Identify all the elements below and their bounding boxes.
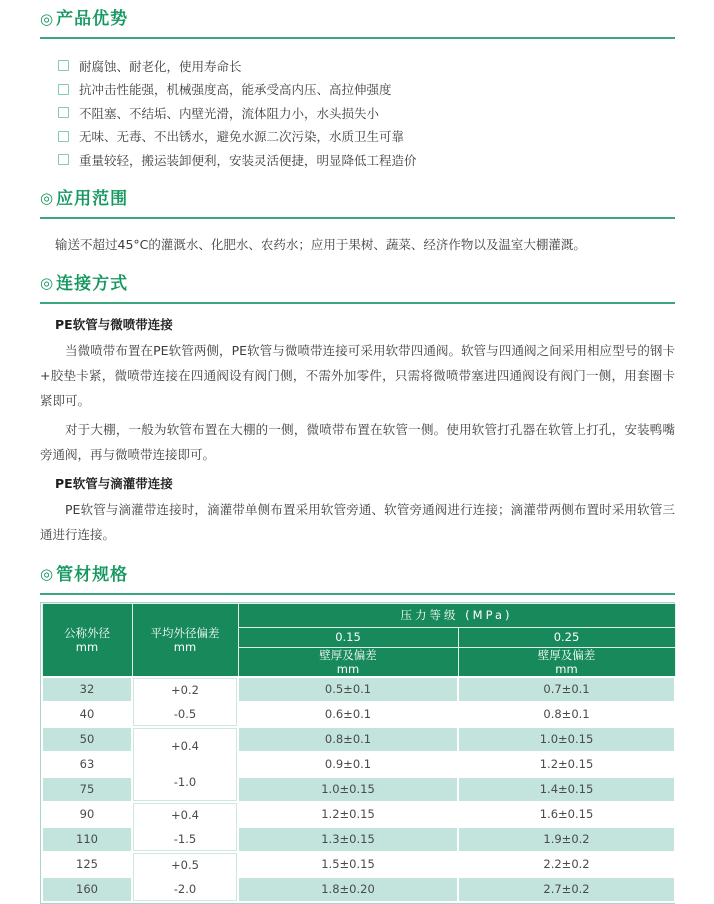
wall-015-cell: 1.2±0.15 xyxy=(238,802,458,827)
table-row xyxy=(42,802,675,827)
subheading-hose-drip: PE软管与滴灌带连接 xyxy=(55,475,173,491)
wall-015-cell: 0.9±0.1 xyxy=(238,752,458,777)
pipe-spec-table xyxy=(40,602,675,904)
header-nominal-diameter: 公称外径 mm xyxy=(42,603,132,677)
wall-025-cell: 1.0±0.15 xyxy=(458,727,675,752)
checkbox-icon xyxy=(58,60,69,71)
diameter-cell: 110 xyxy=(42,827,132,852)
advantage-text: 不阻塞、不结垢、内壁光滑，流体阻力小，水头损失小 xyxy=(79,105,380,121)
deviation-cell: +0.4 -1.5 xyxy=(132,802,238,852)
subheading-hose-microspray: PE软管与微喷带连接 xyxy=(55,316,173,332)
list-item xyxy=(58,54,675,78)
advantages-list xyxy=(58,54,675,172)
deviation-cell: +0.5 -2.0 xyxy=(132,852,238,902)
deviation-cell: +0.2 -0.5 xyxy=(132,677,238,727)
wall-025-cell: 1.6±0.15 xyxy=(458,802,675,827)
checkbox-icon xyxy=(58,107,69,118)
section-title-advantages: 产品优势 xyxy=(56,9,129,29)
wall-025-cell: 2.7±0.2 xyxy=(458,877,675,902)
header-wall-thickness: 壁厚及偏差 mm xyxy=(238,647,458,677)
list-item xyxy=(58,78,675,102)
section-title-specs: 管材规格 xyxy=(56,564,129,585)
bullseye-icon: ◎ xyxy=(40,9,54,28)
header-pressure-rating: 压力等级 (MPa) xyxy=(238,603,675,627)
wall-015-cell: 1.3±0.15 xyxy=(238,827,458,852)
diameter-cell: 160 xyxy=(42,877,132,902)
wall-015-cell: 1.0±0.15 xyxy=(238,777,458,802)
header-mean-diameter-deviation: 平均外径偏差 mm xyxy=(132,603,238,677)
list-item xyxy=(58,101,675,125)
wall-015-cell: 0.5±0.1 xyxy=(238,677,458,702)
table-row xyxy=(42,852,675,877)
checkbox-icon xyxy=(58,154,69,165)
wall-025-cell: 0.8±0.1 xyxy=(458,702,675,727)
section-title-application: 应用范围 xyxy=(56,188,129,209)
application-body-text: 输送不超过45°C的灌溉水、化肥水、农药水；应用于果树、蔬菜、经济作物以及温室大棚灌溉。 xyxy=(55,236,586,252)
bullseye-icon: ◎ xyxy=(40,189,54,207)
section-title-connection: 连接方式 xyxy=(56,273,129,294)
bullseye-icon: ◎ xyxy=(40,565,54,583)
diameter-cell: 40 xyxy=(42,702,132,727)
diameter-cell: 50 xyxy=(42,727,132,752)
wall-015-cell: 0.8±0.1 xyxy=(238,727,458,752)
advantage-text: 耐腐蚀、耐老化，使用寿命长 xyxy=(79,58,242,74)
wall-015-cell: 1.5±0.15 xyxy=(238,852,458,877)
list-item xyxy=(58,125,675,149)
advantage-text: 重量较轻，搬运装卸便利，安装灵活便捷，明显降低工程造价 xyxy=(79,152,417,168)
advantage-text: 抗冲击性能强，机械强度高，能承受高内压、高拉伸强度 xyxy=(79,82,392,98)
checkbox-icon xyxy=(58,131,69,142)
table-row xyxy=(42,677,675,702)
wall-015-cell: 0.6±0.1 xyxy=(238,702,458,727)
diameter-cell: 63 xyxy=(42,752,132,777)
header-pressure-025: 0.25 xyxy=(458,627,675,647)
section-header-specs xyxy=(40,564,675,595)
diameter-cell: 90 xyxy=(42,802,132,827)
section-header-application xyxy=(40,188,675,219)
paragraph: 当微喷带布置在PE软管两侧，PE软管与微喷带连接可采用软带四通阀。软管与四通阀之间采用相应型号的钢卡+胶垫卡紧，微喷带连接在四通阀设有阀门侧，不需外加零件，只需将微喷带塞进四通阀设有阀门一侧，用套圈卡紧即可。 xyxy=(40,342,675,408)
section-header-connection xyxy=(40,273,675,304)
paragraph: PE软管与滴灌带连接时，滴灌带单侧布置采用软管旁通、软管旁通阀进行连接；滴灌带两侧布置时采用软管三通进行连接。 xyxy=(40,501,675,542)
wall-025-cell: 2.2±0.2 xyxy=(458,852,675,877)
wall-025-cell: 1.4±0.15 xyxy=(458,777,675,802)
wall-025-cell: 1.9±0.2 xyxy=(458,827,675,852)
paragraph: 对于大棚，一般为软管布置在大棚的一侧，微喷带布置在软管一侧。使用软管打孔器在软管上打孔，安装鸭嘴旁通阀，再与微喷带连接即可。 xyxy=(40,421,675,462)
wall-015-cell: 1.8±0.20 xyxy=(238,877,458,902)
diameter-cell: 32 xyxy=(42,677,132,702)
diameter-cell: 75 xyxy=(42,777,132,802)
wall-025-cell: 0.7±0.1 xyxy=(458,677,675,702)
bullseye-icon: ◎ xyxy=(40,274,54,292)
list-item xyxy=(58,148,675,172)
header-wall-thickness: 壁厚及偏差 mm xyxy=(458,647,675,677)
section-header-advantages xyxy=(40,8,675,39)
deviation-cell: +0.4 -1.0 xyxy=(132,727,238,802)
wall-025-cell: 1.2±0.15 xyxy=(458,752,675,777)
advantage-text: 无味、无毒、不出锈水，避免水源二次污染，水质卫生可靠 xyxy=(79,129,405,145)
header-pressure-015: 0.15 xyxy=(238,627,458,647)
table-row xyxy=(42,727,675,752)
diameter-cell: 125 xyxy=(42,852,132,877)
checkbox-icon xyxy=(58,84,69,95)
